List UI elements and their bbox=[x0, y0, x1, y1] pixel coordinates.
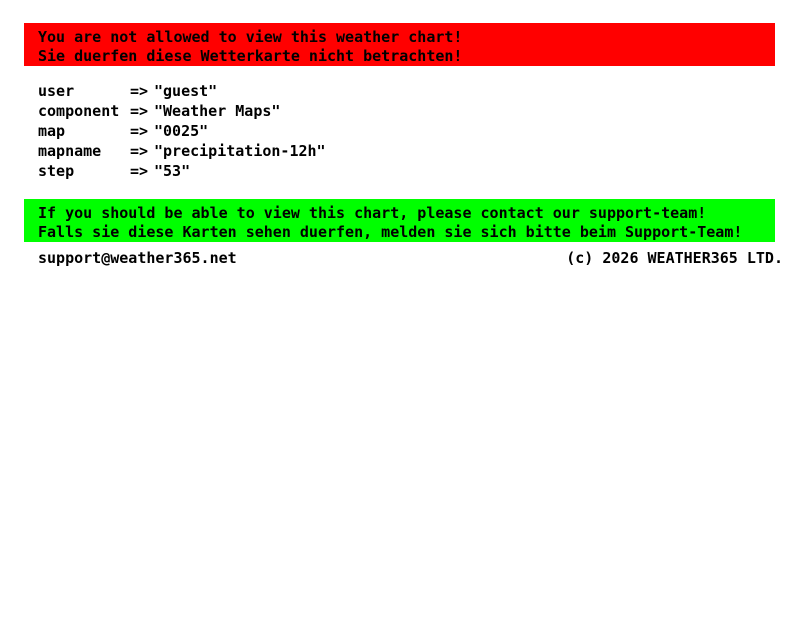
arrow-glyph: => bbox=[130, 82, 149, 100]
detail-key: component bbox=[38, 102, 120, 120]
detail-value: "guest" bbox=[154, 82, 218, 100]
detail-key: map bbox=[38, 122, 66, 140]
footer bbox=[38, 250, 783, 266]
table-row-user bbox=[38, 81, 800, 101]
detail-key: user bbox=[38, 82, 75, 100]
detail-key: step bbox=[38, 162, 75, 180]
page bbox=[0, 23, 800, 623]
table-row-map bbox=[38, 121, 800, 141]
arrow-glyph: => bbox=[130, 162, 149, 180]
support-banner-line-en: If you should be able to view this chart, please contact our support-team! bbox=[38, 204, 707, 222]
table-row-component bbox=[38, 101, 800, 121]
detail-value: "53" bbox=[154, 162, 191, 180]
table-row-mapname bbox=[38, 141, 800, 161]
detail-value: "Weather Maps" bbox=[154, 102, 281, 120]
error-banner-line-en: You are not allowed to view this weather chart! bbox=[38, 28, 463, 46]
request-details bbox=[38, 81, 800, 181]
detail-key: mapname bbox=[38, 142, 102, 160]
arrow-glyph: => bbox=[130, 122, 149, 140]
support-banner bbox=[24, 199, 775, 242]
arrow-glyph: => bbox=[130, 142, 149, 160]
copyright: (c) 2026 WEATHER365 LTD. bbox=[566, 249, 783, 267]
arrow-glyph: => bbox=[130, 102, 149, 120]
support-email: support@weather365.net bbox=[38, 249, 237, 267]
error-banner bbox=[24, 23, 775, 66]
detail-value: "0025" bbox=[154, 122, 209, 140]
support-banner-line-de: Falls sie diese Karten sehen duerfen, melden sie sich bitte beim Support-Team! bbox=[38, 223, 743, 241]
detail-value: "precipitation-12h" bbox=[154, 142, 326, 160]
table-row-step bbox=[38, 161, 800, 181]
error-banner-line-de: Sie duerfen diese Wetterkarte nicht betrachten! bbox=[38, 47, 463, 65]
